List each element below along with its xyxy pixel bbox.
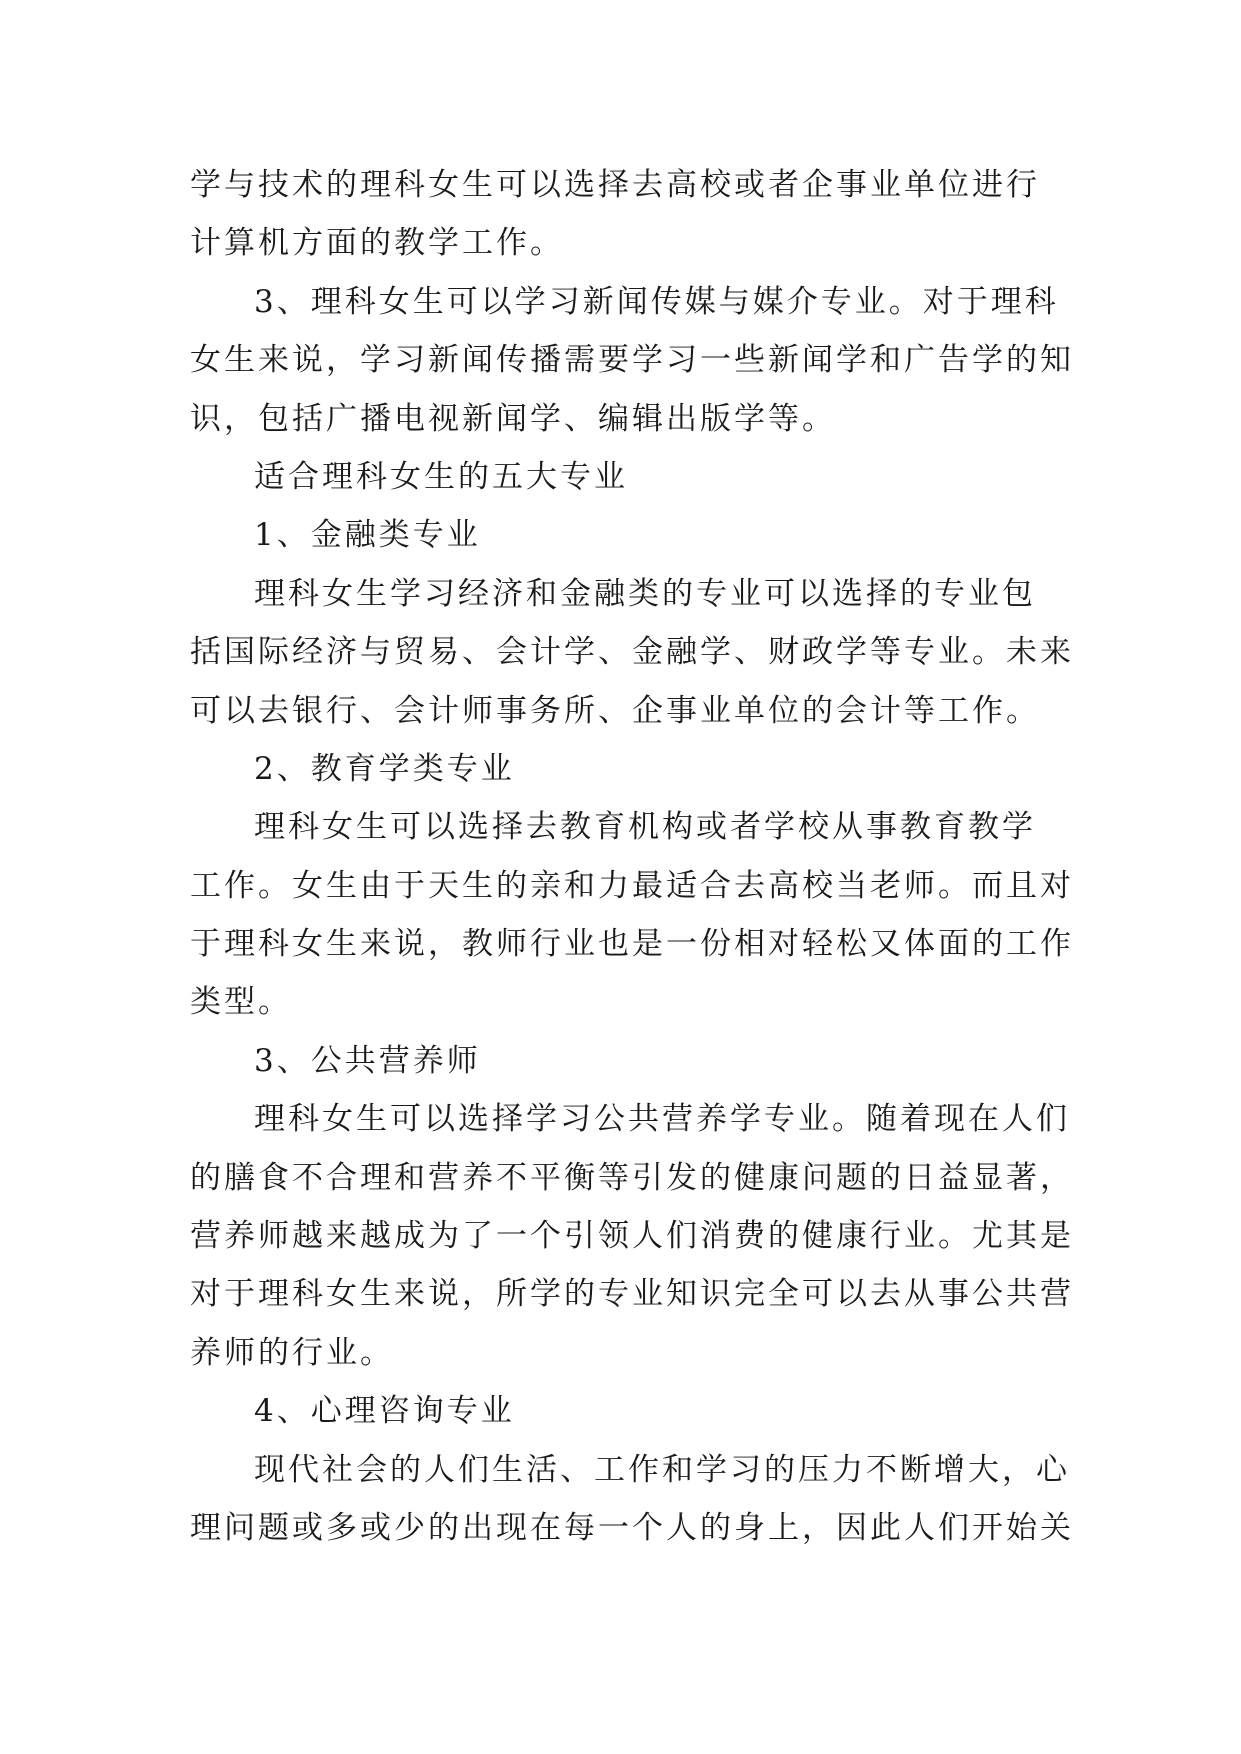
text-line: 理科女生可以选择学习公共营养学专业。随着现在人们 (254, 1101, 1070, 1138)
subsection-heading: 3、公共营养师 (254, 1042, 481, 1079)
text-line: 理科女生可以选择去教育机构或者学校从事教育教学 (254, 809, 1036, 846)
text-line: 类型。 (190, 984, 292, 1021)
document-body (190, 156, 1074, 1557)
subsection-heading: 4、心理咨询专业 (254, 1393, 515, 1430)
subsection-heading: 2、教育学类专业 (254, 750, 515, 787)
text-line: 对于理科女生来说，所学的专业知识完全可以去从事公共营 (190, 1276, 1074, 1313)
text-line: 理科女生学习经济和金融类的专业可以选择的专业包 (254, 575, 1036, 612)
text-line: 可以去银行、会计师事务所、企事业单位的会计等工作。 (190, 692, 1040, 729)
text-line: 学与技术的理科女生可以选择去高校或者企事业单位进行 (190, 167, 1040, 203)
text-line: 营养师越来越成为了一个引领人们消费的健康行业。尤其是 (190, 1218, 1074, 1255)
text-line: 现代社会的人们生活、工作和学习的压力不断增大，心 (254, 1451, 1070, 1488)
text-line: 计算机方面的教学工作。 (190, 225, 564, 262)
text-line: 于理科女生来说，教师行业也是一份相对轻松又体面的工作 (190, 926, 1074, 963)
text-line: 理问题或多或少的出现在每一个人的身上，因此人们开始关 (190, 1509, 1074, 1546)
text-line: 3、理科女生可以学习新闻传媒与媒介专业。对于理科 (254, 283, 1059, 320)
text-line: 识，包括广播电视新闻学、编辑出版学等。 (190, 400, 836, 437)
section-heading: 适合理科女生的五大专业 (254, 458, 628, 495)
text-line: 女生来说，学习新闻传播需要学习一些新闻学和广告学的知 (190, 342, 1074, 379)
text-line: 养师的行业。 (190, 1334, 394, 1371)
subsection-heading: 1、金融类专业 (254, 517, 481, 554)
text-line: 括国际经济与贸易、会计学、金融学、财政学等专业。未来 (190, 634, 1074, 671)
text-line: 的膳食不合理和营养不平衡等引发的健康问题的日益显著， (190, 1159, 1074, 1196)
text-line: 工作。女生由于天生的亲和力最适合去高校当老师。而且对 (190, 867, 1074, 904)
